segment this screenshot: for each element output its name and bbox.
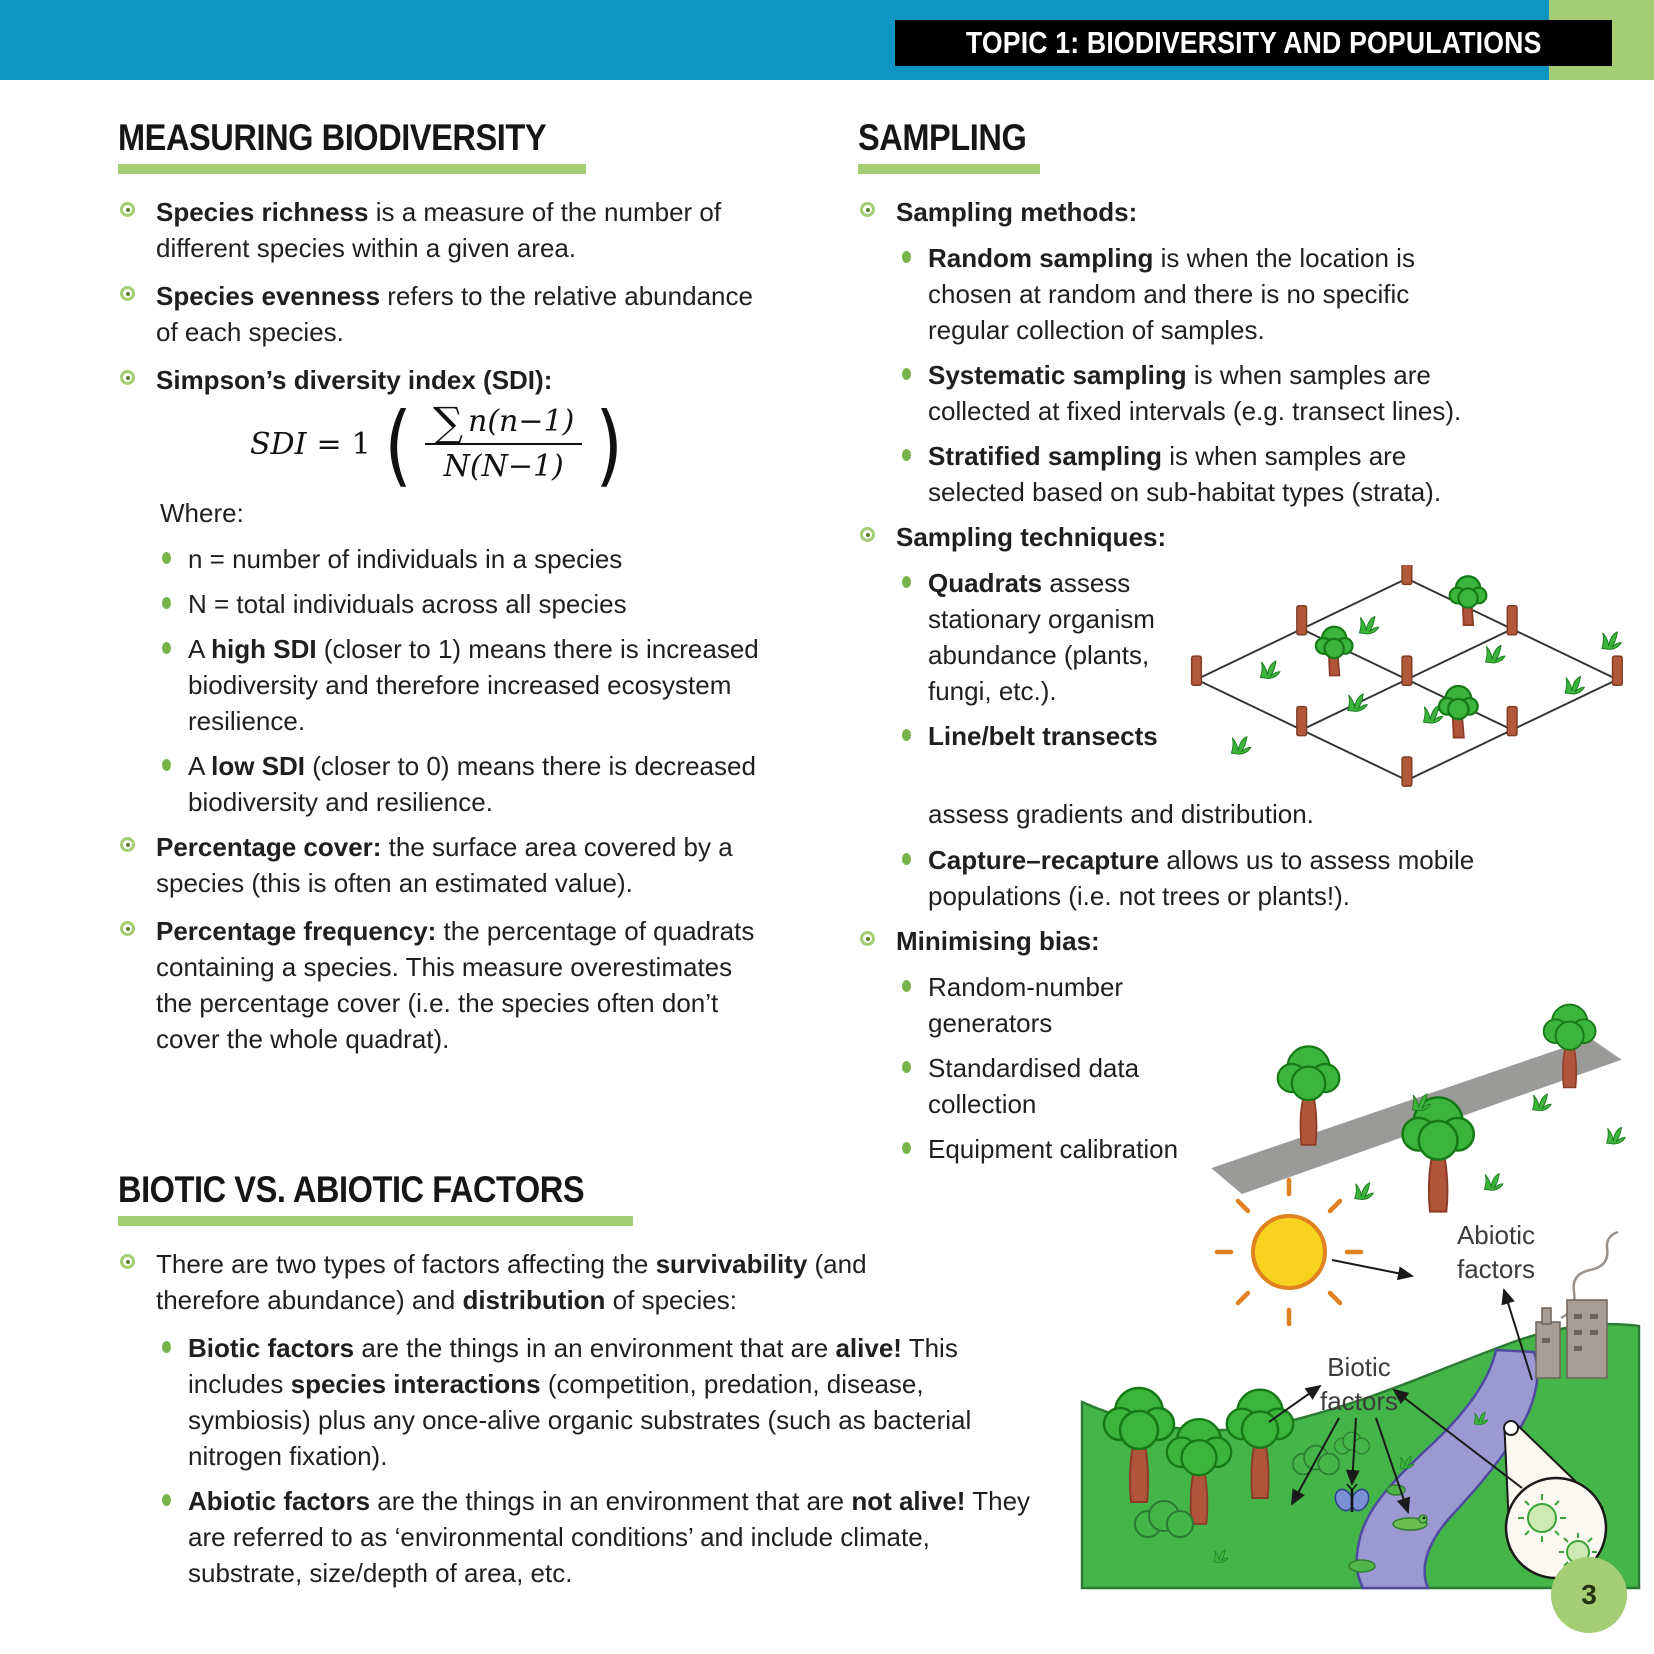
sub-bullet-calibration: Equipment calibration bbox=[900, 1131, 1190, 1167]
title-underline bbox=[118, 164, 586, 174]
bullet-sampling-techniques: Sampling techniques: bbox=[858, 519, 1654, 555]
bullet-species-evenness: Species evenness refers to the relative abundance of each species. bbox=[118, 278, 838, 350]
sub-bullet-biotic-factors: Biotic factors are the things in an environment that are alive! This includes species interactions (competition, predation, disease, symbiosis) plus any once-alive organic substrates (such as bacterial nitrogen fixation). bbox=[160, 1330, 1078, 1474]
bullet-percentage-cover: Percentage cover: the surface area covered by a species (this is often an estimated value). bbox=[118, 829, 838, 901]
dot-bullet-icon bbox=[162, 642, 171, 654]
sub-bullet-random: Random sampling is when the location is chosen at random and there is no specific regular collection of samples. bbox=[900, 240, 1654, 348]
topic-title: TOPIC 1: BIODIVERSITY AND POPULATIONS bbox=[965, 25, 1542, 60]
factors-sublist bbox=[160, 1330, 1078, 1591]
page-number: 3 bbox=[1581, 1579, 1597, 1610]
dot-bullet-icon bbox=[162, 1494, 171, 1506]
dot-bullet-icon bbox=[902, 853, 911, 865]
dot-bullet-icon bbox=[902, 368, 911, 380]
section-title: SAMPLING bbox=[858, 117, 1027, 158]
sub-bullet-capture-recapture: Capture–recapture allows us to assess mobile populations (i.e. not trees or plants!). bbox=[900, 842, 1654, 914]
ring-bullet-icon bbox=[860, 527, 875, 542]
dot-bullet-icon bbox=[902, 980, 911, 992]
ring-bullet-icon bbox=[860, 202, 875, 217]
section-biotic-abiotic bbox=[118, 1170, 1078, 1600]
line-belt-continuation: assess gradients and distribution. bbox=[928, 799, 1314, 829]
formula-equals: = bbox=[316, 426, 342, 462]
title-underline bbox=[118, 1216, 633, 1226]
sun-icon bbox=[1217, 1180, 1361, 1324]
tree-icon bbox=[1450, 576, 1487, 625]
dot-bullet-icon bbox=[162, 552, 171, 564]
sub-bullet-systematic: Systematic sampling is when samples are collected at fixed intervals (e.g. transect lines). bbox=[900, 357, 1654, 429]
methods-sublist bbox=[900, 240, 1654, 510]
sub-bullet-N: N = total individuals across all species bbox=[160, 586, 838, 622]
bullet-minimising-bias: Minimising bias: bbox=[858, 923, 1654, 959]
techniques-sublist bbox=[900, 565, 1654, 914]
sub-bullet-n: n = number of individuals in a species bbox=[160, 541, 838, 577]
quadrat-illustration bbox=[1172, 565, 1637, 790]
biotic-factors-label: Biotic bbox=[1327, 1352, 1391, 1382]
page-number-badge bbox=[1551, 1557, 1627, 1633]
dot-bullet-icon bbox=[902, 1142, 911, 1154]
ecosystem-illustration bbox=[1064, 1172, 1654, 1592]
ring-bullet-icon bbox=[120, 202, 135, 217]
sub-bullet-abiotic-factors: Abiotic factors are the things in an environment that are not alive! They are referred to as ‘environmental conditions’ and include climate, substrate, size/depth of area, etc. bbox=[160, 1483, 1078, 1591]
bullet-sdi: Simpson’s diversity index (SDI): bbox=[118, 362, 838, 398]
sub-bullet-stratified: Stratified sampling is when samples are selected based on sub-habitat types (strata). bbox=[900, 438, 1654, 510]
bullet-two-types: There are two types of factors affecting the survivability (and therefore abundance) and distribution of species: bbox=[118, 1246, 1078, 1318]
abiotic-factors-label: factors bbox=[1456, 1254, 1536, 1284]
section-heading bbox=[858, 118, 1654, 174]
title-underline bbox=[858, 164, 1040, 174]
bullet-percentage-frequency: Percentage frequency: the percentage of quadrats containing a species. This measure overestimates the percentage cover (i.e. the species often don’t cover the whole quadrat). bbox=[118, 913, 838, 1057]
section-sampling bbox=[858, 118, 1654, 1225]
dot-bullet-icon bbox=[162, 1341, 171, 1353]
tree-icon bbox=[1439, 686, 1478, 738]
ring-bullet-icon bbox=[860, 931, 875, 946]
ring-bullet-icon bbox=[120, 1254, 135, 1269]
sigma-symbol: ∑ bbox=[433, 398, 464, 447]
section-heading bbox=[118, 118, 838, 174]
sub-bullet-random-number: Random-number generators bbox=[900, 969, 1190, 1041]
ring-bullet-icon bbox=[120, 370, 135, 385]
sub-bullet-quadrats: Quadrats assess stationary organism abundance (plants, fungi, etc.). bbox=[900, 565, 1172, 709]
formula-coefficient: 1 bbox=[351, 426, 371, 462]
tree-icon bbox=[1316, 627, 1353, 676]
ring-bullet-icon bbox=[120, 921, 135, 936]
topic-title-box bbox=[895, 20, 1612, 66]
ring-bullet-icon bbox=[120, 837, 135, 852]
ring-bullet-icon bbox=[120, 286, 135, 301]
where-label: Where: bbox=[160, 498, 244, 528]
formula-fraction bbox=[425, 398, 582, 485]
dot-bullet-icon bbox=[902, 576, 911, 588]
section-title: MEASURING BIODIVERSITY bbox=[118, 117, 547, 158]
dot-bullet-icon bbox=[162, 759, 171, 771]
bullet-species-richness: Species richness is a measure of the number of different species within a given area. bbox=[118, 194, 838, 266]
quadrat-row bbox=[900, 565, 1654, 790]
formula-lhs: SDI bbox=[250, 426, 307, 462]
quadrat-posts bbox=[1192, 565, 1623, 786]
dot-bullet-icon bbox=[902, 1061, 911, 1073]
formula-denominator: N(N−1) bbox=[443, 449, 564, 484]
section-heading bbox=[118, 1170, 1078, 1226]
sub-bullet-high-sdi: A high SDI (closer to 1) means there is increased biodiversity and therefore increased ecosystem resilience. bbox=[160, 631, 838, 739]
dot-bullet-icon bbox=[902, 449, 911, 461]
sub-bullet-low-sdi: A low SDI (closer to 0) means there is decreased biodiversity and resilience. bbox=[160, 748, 838, 820]
factory-icon bbox=[1536, 1300, 1607, 1378]
bullet-sampling-methods: Sampling methods: bbox=[858, 194, 1654, 230]
lilypad-icon bbox=[1349, 1560, 1375, 1572]
dot-bullet-icon bbox=[902, 729, 911, 741]
abiotic-factors-label: Abiotic bbox=[1456, 1220, 1536, 1250]
dot-bullet-icon bbox=[902, 251, 911, 263]
sdi-formula: SDI = 1 ( ∑ n(n−1) N(N−1) ) bbox=[250, 392, 624, 496]
sdi-sublist bbox=[160, 541, 838, 820]
sub-bullet-line-belt: Line/belt transects bbox=[900, 718, 1172, 754]
section-measuring-biodiversity bbox=[118, 118, 838, 1069]
grass-icons bbox=[1231, 616, 1621, 754]
formula-numerator: n(n−1) bbox=[468, 404, 575, 439]
dot-bullet-icon bbox=[162, 597, 171, 609]
section-title: BIOTIC VS. ABIOTIC FACTORS bbox=[118, 1169, 585, 1210]
biotic-factors-label: factors bbox=[1319, 1386, 1399, 1416]
sub-bullet-standardised: Standardised data collection bbox=[900, 1050, 1190, 1122]
